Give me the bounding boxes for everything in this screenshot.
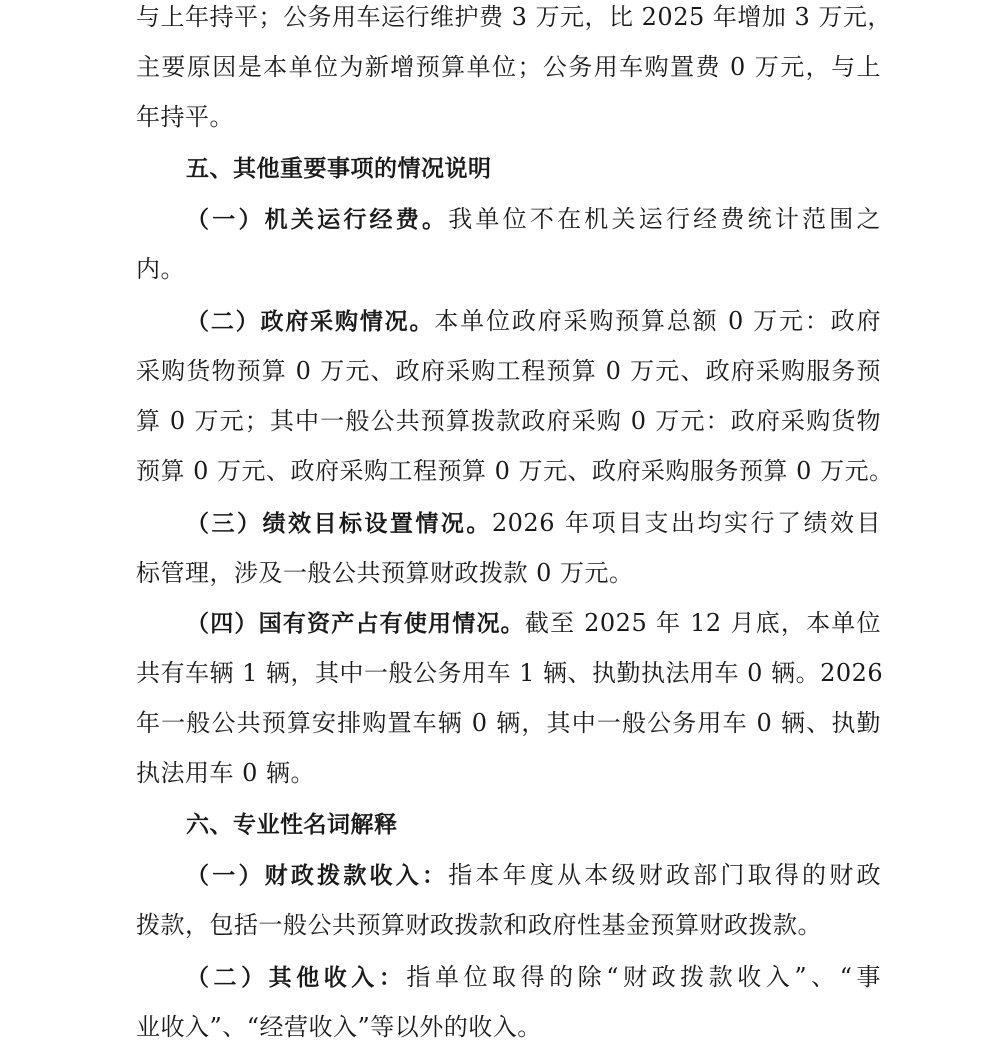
item-label: （一）机关运行经费。 xyxy=(186,207,449,233)
item-label: （四）国有资产占有使用情况。 xyxy=(186,611,525,637)
paragraph-line: 执法用车 0 辆。 xyxy=(136,759,316,787)
section-heading: 六、专业性名词解释 xyxy=(186,812,398,838)
paragraph-line: 内。 xyxy=(136,255,185,283)
paragraph-line: 标管理，涉及一般公共预算财政拨款 0 万元。 xyxy=(136,559,634,587)
paragraph-line: 共有车辆 1 辆，其中一般公务用车 1 辆、执勤执法用车 0 辆。2026 xyxy=(136,659,884,687)
item-label: （一）财政拨款收入： xyxy=(186,863,449,889)
item-text: 本单位政府采购预算总额 0 万元：政府 xyxy=(434,307,882,335)
paragraph-line: 预算 0 万元、政府采购工程预算 0 万元、政府采购服务预算 0 万元。 xyxy=(136,457,894,485)
item-text: 我单位不在机关运行经费统计范围之 xyxy=(448,205,882,233)
paragraph-line: 与上年持平；公务用车运行维护费 3 万元，比 2025 年增加 3 万元， xyxy=(136,3,892,31)
item-label: （二）政府采购情况。 xyxy=(186,309,435,335)
item-text: 指本年度从本级财政部门取得的财政 xyxy=(448,861,882,889)
item-text: 截至 2025 年 12 月底，本单位 xyxy=(524,609,881,637)
paragraph-line: 年一般公共预算安排购置车辆 0 辆，其中一般公务用车 0 辆、执勤 xyxy=(136,709,881,737)
paragraph-line: 年持平。 xyxy=(136,103,234,131)
paragraph-line: 主要原因是本单位为新增预算单位；公务用车购置费 0 万元，与上 xyxy=(136,53,881,81)
paragraph-line xyxy=(186,608,881,638)
paragraph-line: 业收入”、“经营收入”等以外的收入。 xyxy=(136,1013,542,1041)
paragraph-line xyxy=(186,860,881,890)
section-heading: 五、其他重要事项的情况说明 xyxy=(186,156,492,182)
item-label: （二）其他收入： xyxy=(186,965,407,991)
item-text: 2026 年项目支出均实行了绩效目 xyxy=(491,509,881,537)
paragraph-line xyxy=(186,508,881,538)
paragraph-line xyxy=(186,306,881,336)
item-label: （三）绩效目标设置情况。 xyxy=(186,511,492,537)
paragraph-line: 采购货物预算 0 万元、政府采购工程预算 0 万元、政府采购服务预 xyxy=(136,357,881,385)
item-text: 指单位取得的除“财政拨款收入”、“事 xyxy=(406,963,882,991)
paragraph-line: 拨款，包括一般公共预算财政拨款和政府性基金预算财政拨款。 xyxy=(136,911,822,939)
paragraph-line: 算 0 万元；其中一般公共预算拨款政府采购 0 万元：政府采购货物 xyxy=(136,407,881,435)
paragraph-line xyxy=(186,962,881,992)
paragraph-line xyxy=(186,204,881,234)
